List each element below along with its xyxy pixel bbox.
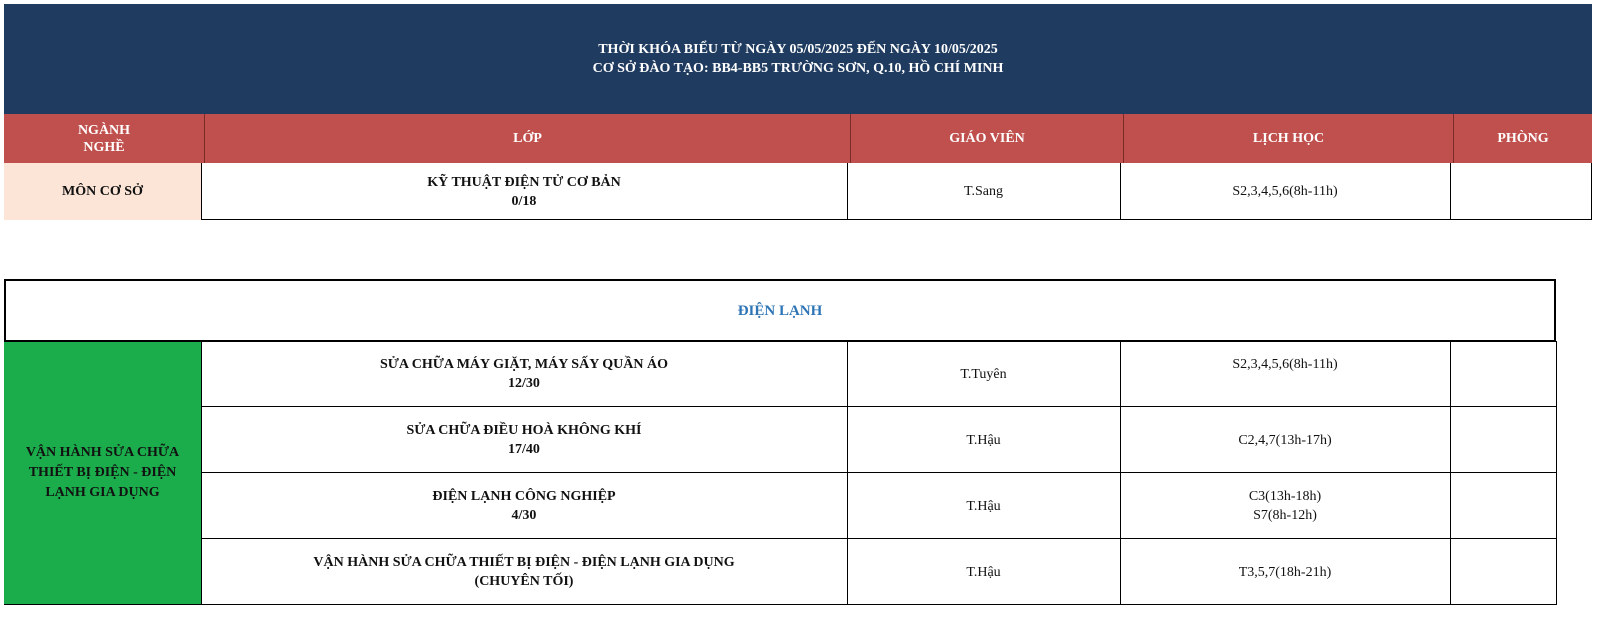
grid-line [4, 340, 1556, 342]
teacher-cell: T.Sang [963, 184, 1003, 199]
class-count: 0/18 [511, 193, 537, 209]
grid-line [201, 472, 1556, 473]
nganh-van-hanh-sua-chua: VẬN HÀNH SỬA CHỮA THIẾT BỊ ĐIỆN - ĐIỆN LẠNH GIA DỤNG [4, 341, 201, 605]
schedule-cell [1120, 539, 1450, 605]
header-lop: LỚP [205, 114, 851, 163]
room-cell [1450, 163, 1592, 220]
header-nganh-line2: NGHỀ [83, 139, 125, 155]
class-count: 4/30 [511, 508, 537, 523]
class-cell [201, 473, 847, 539]
header-phong: PHÒNG [1497, 131, 1549, 146]
grid-line [201, 219, 1592, 220]
grid-line [201, 406, 1556, 407]
class-name: ĐIỆN LẠNH CÔNG NGHIỆP [432, 489, 616, 504]
table-header-row [4, 114, 1592, 163]
schedule-line: S7(8h-12h) [1253, 508, 1317, 523]
header-lich-hoc: LỊCH HỌC [1124, 114, 1454, 163]
schedule-title: THỜI KHÓA BIỂU TỪ NGÀY 05/05/2025 ĐẾN NGÀY 10/05/2025 [598, 42, 998, 57]
grid-line [201, 341, 202, 605]
grid-line [201, 163, 202, 220]
room-cell [1450, 341, 1556, 407]
grid-line [4, 604, 1556, 605]
class-name: VẬN HÀNH SỬA CHỮA THIẾT BỊ ĐIỆN - ĐIỆN LẠNH GIA DỤNG [313, 555, 735, 570]
schedule-line: C2,4,7(13h-17h) [1238, 432, 1332, 448]
class-cell [201, 539, 847, 605]
grid-line [847, 341, 848, 605]
class-count: 17/40 [508, 442, 540, 457]
grid-line [1591, 163, 1592, 220]
grid-line [1120, 341, 1121, 605]
class-name: SỬA CHỮA ĐIỀU HOÀ KHÔNG KHÍ [406, 423, 642, 438]
room-cell [1450, 473, 1556, 539]
schedule-cell [1120, 473, 1450, 539]
grid-line [1450, 163, 1451, 220]
teacher-cell: T.Hậu [966, 432, 1001, 448]
header-giao-vien: GIÁO VIÊN [851, 114, 1124, 163]
training-location: CƠ SỞ ĐÀO TẠO: BB4-BB5 TRƯỜNG SƠN, Q.10, HỒ CHÍ MINH [592, 61, 1004, 76]
schedule-cell: S2,3,4,5,6(8h-11h) [1232, 184, 1338, 199]
header-nganh-line1: NGÀNH [77, 122, 131, 138]
teacher-cell: T.Tuyên [960, 366, 1007, 382]
grid-line [1450, 341, 1451, 605]
teacher-cell: T.Hậu [966, 498, 1001, 514]
grid-line [1120, 163, 1121, 220]
class-cell [201, 407, 847, 473]
room-cell [1450, 539, 1556, 605]
schedule-cell [1120, 341, 1450, 407]
class-cell [201, 341, 847, 407]
base-class-cell [201, 163, 847, 220]
schedule-line: T3,5,7(18h-21h) [1238, 564, 1332, 580]
grid-line [201, 538, 1556, 539]
grid-line [847, 163, 848, 220]
header-nganh-nghe [4, 114, 205, 163]
section-title-dien-lanh: ĐIỆN LẠNH [4, 279, 1556, 341]
grid-line [1556, 341, 1557, 605]
class-name: SỬA CHỮA MÁY GIẶT, MÁY SẤY QUẦN ÁO [379, 357, 669, 372]
class-count: (CHUYÊN TỐI) [474, 574, 574, 589]
schedule-cell [1120, 407, 1450, 473]
nganh-mon-co-so: MÔN CƠ SỞ [4, 163, 201, 220]
schedule-line: C3(13h-18h) [1248, 489, 1322, 504]
schedule-line: S2,3,4,5,6(8h-11h) [1232, 357, 1338, 372]
room-cell [1450, 407, 1556, 473]
teacher-cell: T.Hậu [966, 564, 1001, 580]
schedule-title-banner [4, 4, 1592, 114]
class-name: KỸ THUẬT ĐIỆN TỬ CƠ BẢN [427, 174, 621, 190]
class-count: 12/30 [508, 376, 540, 391]
